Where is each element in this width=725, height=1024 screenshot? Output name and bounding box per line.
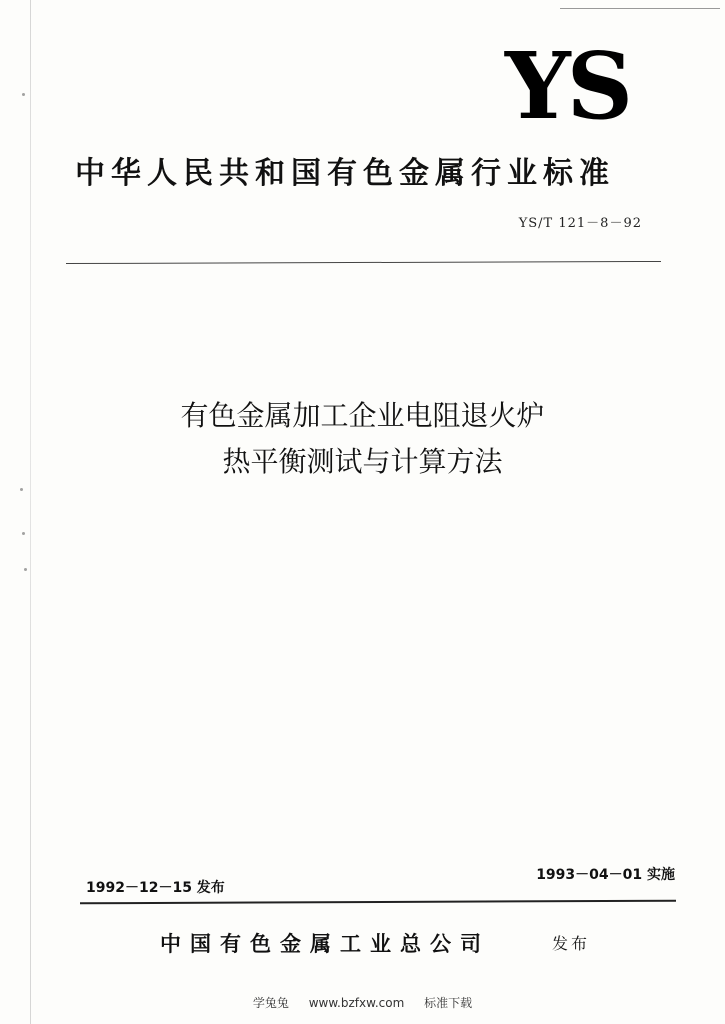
- scan-speck: [22, 532, 25, 535]
- document-title-line-2: 热平衡测试与计算方法: [222, 445, 503, 478]
- scan-top-edge-line: [560, 8, 720, 9]
- watermark-site-name: 学兔兔: [252, 996, 289, 1010]
- watermark-url[interactable]: www.bzfxw.com: [308, 996, 405, 1010]
- publish-label: 发布: [552, 934, 591, 953]
- scan-speck: [24, 568, 27, 571]
- footer-divider: [80, 900, 676, 905]
- ys-logo: YS: [505, 32, 630, 140]
- document-title-line-1: 有色金属加工企业电阻退火炉: [180, 399, 545, 432]
- scan-edge-line: [30, 0, 31, 1024]
- scan-speck: [22, 93, 25, 96]
- document-title: [0, 393, 725, 485]
- implementation-date: 1993－04－01 实施: [536, 867, 675, 883]
- publisher-name: 中国有色金属工业总公司: [160, 932, 490, 956]
- watermark: [0, 994, 725, 1011]
- scan-speck: [20, 488, 23, 491]
- issue-date: 1992－12－15 发布: [86, 880, 225, 896]
- standard-category-title: 中华人民共和国有色金属行业标准: [75, 156, 615, 191]
- watermark-tagline: 标准下载: [424, 996, 473, 1010]
- header-divider: [66, 261, 661, 264]
- standard-code: YS/T 121－8－92: [518, 216, 642, 231]
